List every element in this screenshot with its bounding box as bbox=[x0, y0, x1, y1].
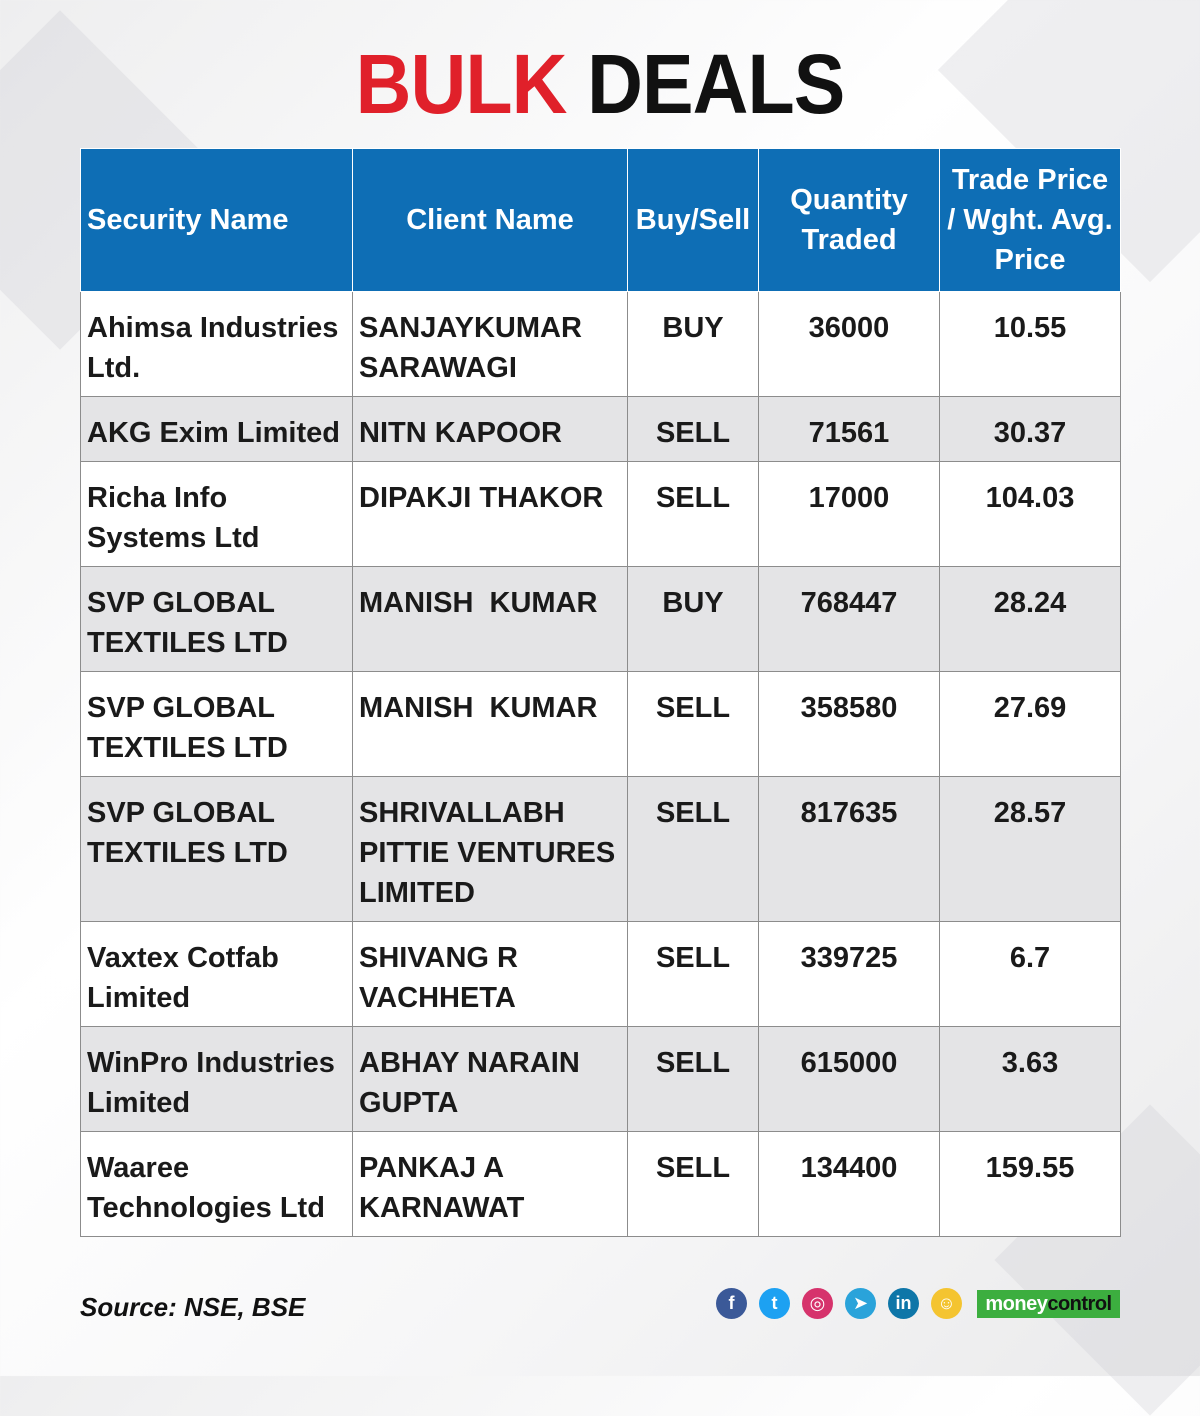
brand-part-control: control bbox=[1047, 1292, 1112, 1315]
cell-price: 27.69 bbox=[940, 672, 1121, 777]
table-row bbox=[81, 922, 1121, 1027]
cell-price: 6.7 bbox=[940, 922, 1121, 1027]
cell-buy-sell: BUY bbox=[628, 292, 759, 397]
title-word-bulk: BULK bbox=[355, 37, 567, 131]
cell-client-name: MANISH KUMAR bbox=[353, 567, 628, 672]
cell-price: 104.03 bbox=[940, 462, 1121, 567]
cell-security-name: Vaxtex Cotfab Limited bbox=[81, 922, 353, 1027]
cell-client-name: SHIVANG R VACHHETA bbox=[353, 922, 628, 1027]
cell-price: 3.63 bbox=[940, 1027, 1121, 1132]
page-title bbox=[48, 36, 1152, 132]
cell-security-name: AKG Exim Limited bbox=[81, 397, 353, 462]
cell-quantity: 134400 bbox=[759, 1132, 940, 1237]
koo-icon[interactable]: ☺ bbox=[931, 1288, 962, 1319]
source-note: Source: NSE, BSE bbox=[80, 1292, 306, 1322]
cell-quantity: 17000 bbox=[759, 462, 940, 567]
cell-client-name: SANJAYKUMAR SARAWAGI bbox=[353, 292, 628, 397]
cell-buy-sell: SELL bbox=[628, 672, 759, 777]
cell-buy-sell: SELL bbox=[628, 1132, 759, 1237]
cell-quantity: 768447 bbox=[759, 567, 940, 672]
cell-price: 30.37 bbox=[940, 397, 1121, 462]
cell-buy-sell: SELL bbox=[628, 922, 759, 1027]
linkedin-icon[interactable]: in bbox=[888, 1288, 919, 1319]
cell-security-name: Waaree Technologies Ltd bbox=[81, 1132, 353, 1237]
cell-price: 28.24 bbox=[940, 567, 1121, 672]
cell-security-name: SVP GLOBAL TEXTILES LTD bbox=[81, 672, 353, 777]
table-header-row bbox=[81, 149, 1121, 292]
header-trade-price: Trade Price / Wght. Avg. Price bbox=[940, 149, 1121, 292]
table-row bbox=[81, 567, 1121, 672]
cell-client-name: NITN KAPOOR bbox=[353, 397, 628, 462]
cell-buy-sell: SELL bbox=[628, 777, 759, 922]
moneycontrol-logo bbox=[977, 1290, 1120, 1318]
cell-quantity: 71561 bbox=[759, 397, 940, 462]
cell-buy-sell: SELL bbox=[628, 397, 759, 462]
cell-security-name: WinPro Industries Limited bbox=[81, 1027, 353, 1132]
table-row bbox=[81, 672, 1121, 777]
cell-quantity: 615000 bbox=[759, 1027, 940, 1132]
cell-client-name: PANKAJ A KARNAWAT bbox=[353, 1132, 628, 1237]
table-row bbox=[81, 462, 1121, 567]
header-security-name: Security Name bbox=[81, 149, 353, 292]
cell-client-name: SHRIVALLABH PITTIE VENTURES LIMITED bbox=[353, 777, 628, 922]
cell-price: 28.57 bbox=[940, 777, 1121, 922]
cell-security-name: SVP GLOBAL TEXTILES LTD bbox=[81, 777, 353, 922]
table-row bbox=[81, 292, 1121, 397]
cell-quantity: 339725 bbox=[759, 922, 940, 1027]
cell-security-name: SVP GLOBAL TEXTILES LTD bbox=[81, 567, 353, 672]
cell-client-name: ABHAY NARAIN GUPTA bbox=[353, 1027, 628, 1132]
cell-buy-sell: SELL bbox=[628, 1027, 759, 1132]
title-word-deals: DEALS bbox=[587, 37, 845, 131]
cell-quantity: 817635 bbox=[759, 777, 940, 922]
table-row bbox=[81, 777, 1121, 922]
brand-part-money: money bbox=[985, 1292, 1048, 1315]
table-row bbox=[81, 1027, 1121, 1132]
cell-buy-sell: BUY bbox=[628, 567, 759, 672]
facebook-icon[interactable]: f bbox=[716, 1288, 747, 1319]
cell-quantity: 36000 bbox=[759, 292, 940, 397]
cell-price: 10.55 bbox=[940, 292, 1121, 397]
cell-buy-sell: SELL bbox=[628, 462, 759, 567]
header-client-name: Client Name bbox=[353, 149, 628, 292]
twitter-icon[interactable]: t bbox=[759, 1288, 790, 1319]
cell-security-name: Richa Info Systems Ltd bbox=[81, 462, 353, 567]
table-row bbox=[81, 397, 1121, 462]
cell-quantity: 358580 bbox=[759, 672, 940, 777]
cell-client-name: MANISH KUMAR bbox=[353, 672, 628, 777]
header-buy-sell: Buy/Sell bbox=[628, 149, 759, 292]
table-row bbox=[81, 1132, 1121, 1237]
bulk-deals-table bbox=[80, 148, 1121, 1237]
cell-price: 159.55 bbox=[940, 1132, 1121, 1237]
cell-client-name: DIPAKJI THAKOR bbox=[353, 462, 628, 567]
instagram-icon[interactable]: ◎ bbox=[802, 1288, 833, 1319]
cell-security-name: Ahimsa Industries Ltd. bbox=[81, 292, 353, 397]
social-icons bbox=[716, 1288, 962, 1319]
telegram-icon[interactable]: ➤ bbox=[845, 1288, 876, 1319]
header-quantity-traded: Quantity Traded bbox=[759, 149, 940, 292]
